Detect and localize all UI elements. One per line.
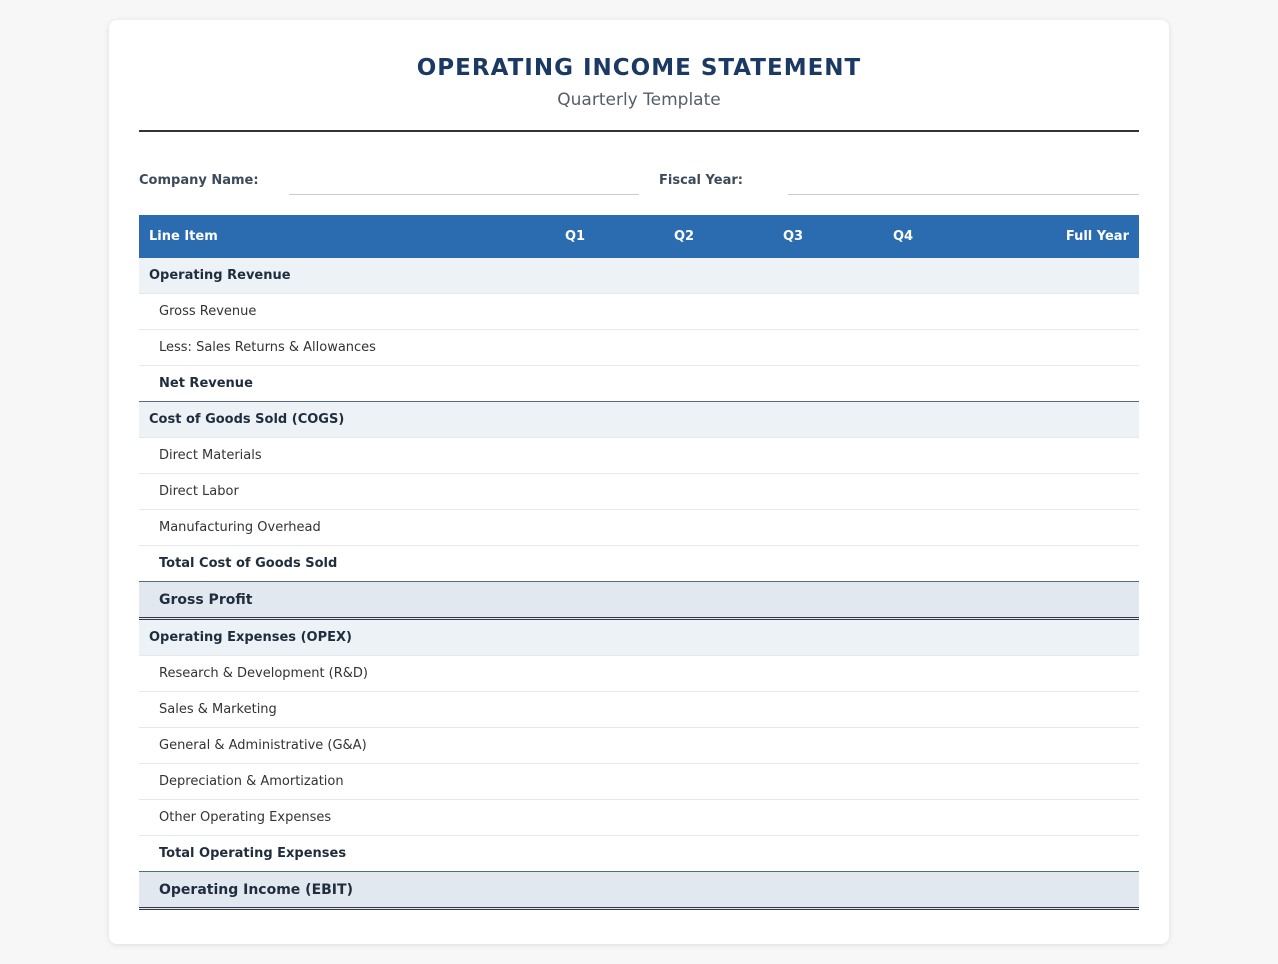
column-header-q3: Q3: [783, 229, 804, 244]
value-cell-q4[interactable]: [883, 330, 993, 366]
value-cell-q2[interactable]: [664, 438, 773, 474]
line-item-label: Research & Development (R&D): [139, 656, 555, 692]
value-cell-q1[interactable]: [555, 366, 664, 402]
value-cell-full-year[interactable]: [993, 764, 1139, 800]
line-item-label: General & Administrative (G&A): [139, 728, 555, 764]
line-item-label: Net Revenue: [139, 366, 555, 402]
value-cell-q2[interactable]: [664, 656, 773, 692]
table-row-subtotal: [139, 836, 1139, 872]
line-item-label: Gross Profit: [139, 582, 555, 619]
value-cell-full-year[interactable]: [993, 546, 1139, 582]
value-cell-q1[interactable]: [555, 438, 664, 474]
value-cell-q2[interactable]: [664, 510, 773, 546]
meta-fields: [139, 162, 1139, 195]
value-cell-full-year[interactable]: [993, 366, 1139, 402]
table-row-section: [139, 402, 1139, 438]
value-cell-q3[interactable]: [773, 294, 883, 330]
value-cell-full-year[interactable]: [993, 692, 1139, 728]
value-cell-full-year[interactable]: [993, 836, 1139, 872]
value-cell-full-year[interactable]: [993, 728, 1139, 764]
value-cell-q4[interactable]: [883, 366, 993, 402]
table-row-item: [139, 294, 1139, 330]
table-header-row: [139, 215, 1139, 258]
table-row-item: [139, 438, 1139, 474]
table-row-section: [139, 258, 1139, 294]
value-cell-q1[interactable]: [555, 546, 664, 582]
table-row-item: [139, 474, 1139, 510]
value-cell-q3[interactable]: [773, 872, 883, 909]
page-title: OPERATING INCOME STATEMENT: [416, 55, 862, 81]
company-name-field[interactable]: [289, 162, 639, 195]
value-cell-q1[interactable]: [555, 800, 664, 836]
table-row-section: [139, 619, 1139, 656]
value-cell-full-year[interactable]: [993, 656, 1139, 692]
statement-card: [109, 20, 1169, 944]
value-cell-full-year[interactable]: [993, 872, 1139, 909]
value-cell-q1[interactable]: [555, 474, 664, 510]
value-cell-q4[interactable]: [883, 546, 993, 582]
line-item-label: Manufacturing Overhead: [139, 510, 555, 546]
value-cell-q4[interactable]: [883, 800, 993, 836]
line-item-label: Operating Income (EBIT): [139, 872, 555, 909]
value-cell-full-year[interactable]: [993, 438, 1139, 474]
value-cell-q1[interactable]: [555, 728, 664, 764]
fiscal-year-label: Fiscal Year:: [659, 173, 743, 188]
table-row-item: [139, 510, 1139, 546]
table-row-total: [139, 872, 1139, 909]
line-item-label: Total Operating Expenses: [139, 836, 555, 872]
value-cell-q4[interactable]: [883, 692, 993, 728]
page-subtitle: Quarterly Template: [557, 90, 721, 110]
line-item-label: Direct Materials: [139, 438, 555, 474]
value-cell-q1[interactable]: [555, 764, 664, 800]
table-row-item: [139, 764, 1139, 800]
value-cell-q3[interactable]: [773, 836, 883, 872]
value-cell-q1[interactable]: [555, 582, 664, 619]
value-cell-q1[interactable]: [555, 656, 664, 692]
value-cell-q3[interactable]: [773, 728, 883, 764]
income-statement-table: [139, 215, 1139, 910]
value-cell-q3[interactable]: [773, 366, 883, 402]
table-row-subtotal: [139, 366, 1139, 402]
header-divider: [139, 130, 1139, 132]
value-cell-q2[interactable]: [664, 330, 773, 366]
company-name-label: Company Name:: [139, 173, 259, 188]
table-row-subtotal: [139, 546, 1139, 582]
value-cell-q2[interactable]: [664, 836, 773, 872]
line-item-label: Sales & Marketing: [139, 692, 555, 728]
value-cell-q3[interactable]: [773, 330, 883, 366]
value-cell-q2[interactable]: [664, 546, 773, 582]
value-cell-full-year[interactable]: [993, 582, 1139, 619]
value-cell-q1[interactable]: [555, 836, 664, 872]
value-cell-q1[interactable]: [555, 294, 664, 330]
value-cell-q2[interactable]: [664, 872, 773, 909]
value-cell-q4[interactable]: [883, 438, 993, 474]
value-cell-q3[interactable]: [773, 692, 883, 728]
table-row-item: [139, 330, 1139, 366]
line-item-label: Direct Labor: [139, 474, 555, 510]
value-cell-q1[interactable]: [555, 510, 664, 546]
table-row-item: [139, 800, 1139, 836]
value-cell-q3[interactable]: [773, 546, 883, 582]
value-cell-q2[interactable]: [664, 582, 773, 619]
table-body: [139, 258, 1139, 909]
value-cell-q3[interactable]: [773, 582, 883, 619]
fiscal-year-field[interactable]: [788, 162, 1139, 195]
table-row-item: [139, 728, 1139, 764]
value-cell-q2[interactable]: [664, 294, 773, 330]
column-header-full-year: Full Year: [1065, 229, 1129, 244]
value-cell-q4[interactable]: [883, 872, 993, 909]
value-cell-q4[interactable]: [883, 836, 993, 872]
value-cell-q2[interactable]: [664, 728, 773, 764]
value-cell-full-year[interactable]: [993, 474, 1139, 510]
section-label: Cost of Goods Sold (COGS): [139, 402, 1139, 438]
value-cell-q1[interactable]: [555, 692, 664, 728]
table-row-item: [139, 692, 1139, 728]
value-cell-q4[interactable]: [883, 294, 993, 330]
section-label: Operating Revenue: [139, 258, 1139, 294]
value-cell-q2[interactable]: [664, 692, 773, 728]
column-header-q2: Q2: [674, 229, 695, 244]
table-row-item: [139, 656, 1139, 692]
value-cell-q3[interactable]: [773, 800, 883, 836]
column-header-q4: Q4: [893, 229, 914, 244]
column-header-q1: Q1: [565, 229, 586, 244]
line-item-label: Total Cost of Goods Sold: [139, 546, 555, 582]
value-cell-q3[interactable]: [773, 474, 883, 510]
value-cell-q4[interactable]: [883, 728, 993, 764]
value-cell-full-year[interactable]: [993, 510, 1139, 546]
value-cell-full-year[interactable]: [993, 800, 1139, 836]
value-cell-q3[interactable]: [773, 510, 883, 546]
value-cell-q4[interactable]: [883, 510, 993, 546]
value-cell-q4[interactable]: [883, 764, 993, 800]
value-cell-full-year[interactable]: [993, 294, 1139, 330]
section-label: Operating Expenses (OPEX): [139, 619, 1139, 656]
value-cell-q4[interactable]: [883, 474, 993, 510]
value-cell-q2[interactable]: [664, 366, 773, 402]
value-cell-q1[interactable]: [555, 330, 664, 366]
value-cell-q3[interactable]: [773, 656, 883, 692]
value-cell-q1[interactable]: [555, 872, 664, 909]
column-header-line-item: Line Item: [149, 229, 218, 244]
value-cell-q3[interactable]: [773, 438, 883, 474]
line-item-label: Other Operating Expenses: [139, 800, 555, 836]
value-cell-full-year[interactable]: [993, 330, 1139, 366]
value-cell-q3[interactable]: [773, 764, 883, 800]
table-row-total: [139, 582, 1139, 619]
value-cell-q2[interactable]: [664, 474, 773, 510]
value-cell-q2[interactable]: [664, 764, 773, 800]
value-cell-q4[interactable]: [883, 656, 993, 692]
line-item-label: Depreciation & Amortization: [139, 764, 555, 800]
value-cell-q2[interactable]: [664, 800, 773, 836]
value-cell-q4[interactable]: [883, 582, 993, 619]
line-item-label: Gross Revenue: [139, 294, 555, 330]
line-item-label: Less: Sales Returns & Allowances: [139, 330, 555, 366]
